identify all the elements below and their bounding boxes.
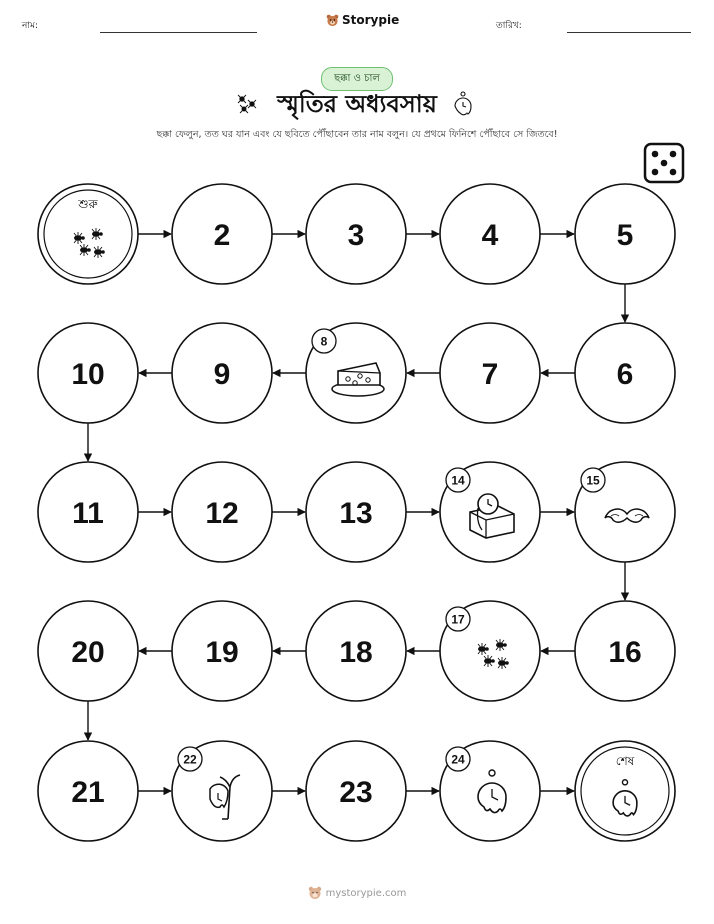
board-cell (306, 462, 406, 562)
board-cell (306, 184, 406, 284)
finish-cell (575, 741, 675, 841)
cell-number: 2 (213, 219, 231, 252)
board-cell (306, 323, 406, 423)
cell-number: 9 (213, 358, 231, 391)
cell-number: 24 (451, 752, 465, 767)
board-cell (440, 323, 540, 423)
board-cell (172, 462, 272, 562)
board-cell (575, 601, 675, 701)
board-cell (172, 601, 272, 701)
board-cell (38, 323, 138, 423)
cell-number: 3 (347, 219, 365, 252)
date-label: তারিখ: (496, 21, 522, 31)
cell-number: 18 (339, 636, 373, 669)
board-cell (306, 601, 406, 701)
cell-number: 16 (608, 636, 642, 669)
cell-number: 8 (320, 334, 328, 349)
bear-icon (308, 886, 322, 900)
cell-number: 4 (481, 219, 499, 252)
board-cell (575, 184, 675, 284)
cell-number: 12 (205, 497, 239, 530)
name-label: নাম: (22, 21, 39, 31)
board-cell (38, 601, 138, 701)
cell-number: 20 (71, 636, 105, 669)
cell-number: 7 (481, 358, 499, 391)
cell-number: 10 (71, 358, 105, 391)
cell-number: 5 (616, 219, 634, 252)
board-cell (306, 741, 406, 841)
cell-number: 23 (339, 776, 373, 809)
board-cell (38, 462, 138, 562)
board-cell (38, 741, 138, 841)
cell-number: 19 (205, 636, 239, 669)
board-cell (172, 323, 272, 423)
board-cell (575, 462, 675, 562)
cell-number: 6 (616, 358, 634, 391)
board-cell (172, 741, 272, 841)
brand-name: Storypie (342, 13, 400, 27)
cell-number: 17 (451, 612, 465, 627)
instructions: ছক্কা ফেলুন, তত ঘর যান এবং যে ছবিতে পৌঁছাবেন তার নাম বলুন। যে প্রথমে ফিনিশে পৌঁছাবে সে জিতবে! (156, 129, 558, 140)
cell-number: 22 (183, 752, 197, 767)
board-cell (172, 184, 272, 284)
footer-site: mystorypie.com (325, 887, 407, 899)
cell-number: 11 (72, 497, 104, 530)
cell-number: 13 (339, 497, 373, 530)
finish-label: শেষ (615, 754, 635, 768)
cell-number: 21 (71, 776, 105, 809)
footer (0, 886, 714, 900)
page-title: স্মৃতির অধ্যবসায় (277, 90, 437, 118)
cell-number: 14 (451, 473, 465, 488)
board-cells (38, 184, 675, 841)
board-cell (440, 601, 540, 701)
board-cell (440, 741, 540, 841)
board-cell (440, 184, 540, 284)
start-cell (38, 184, 138, 284)
board-cell (440, 462, 540, 562)
board-cell (575, 323, 675, 423)
cell-number: 15 (586, 473, 600, 488)
start-label: শুরু (78, 197, 98, 211)
game-type-badge: ছক্কা ও চাল (321, 67, 393, 91)
